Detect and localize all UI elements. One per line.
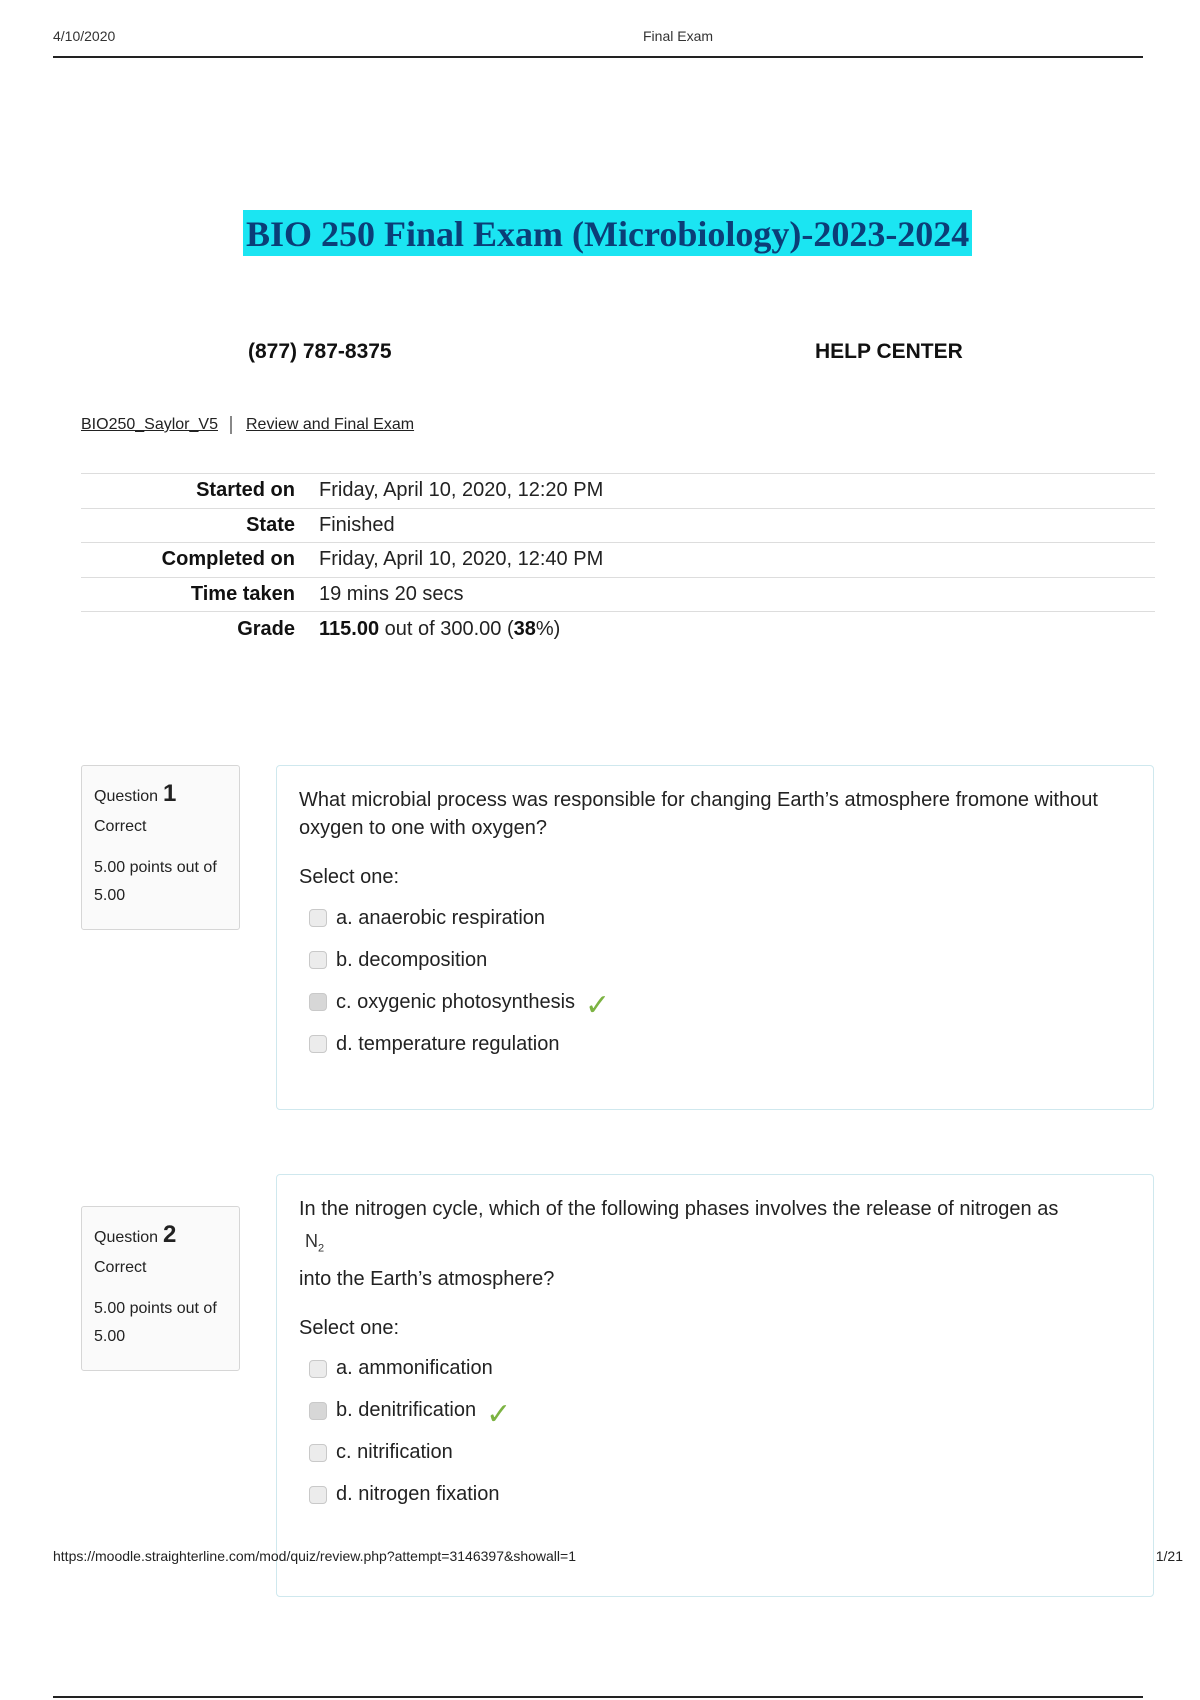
radio-button-selected[interactable] bbox=[309, 1402, 327, 1420]
phone-number[interactable]: (877) 787-8375 bbox=[248, 340, 392, 363]
answer-option[interactable] bbox=[299, 981, 1131, 1023]
grade-percent: 38 bbox=[513, 617, 536, 640]
question-2-answers bbox=[299, 1348, 1131, 1516]
print-title: Final Exam bbox=[643, 28, 714, 44]
started-label: Started on bbox=[196, 479, 295, 502]
summary-row-completed bbox=[81, 543, 1155, 578]
question-number: 2 bbox=[163, 1221, 177, 1248]
grade-out-of: out of 300.00 ( bbox=[384, 617, 514, 640]
answer-label: a. ammonification bbox=[336, 1357, 493, 1380]
question-1-mark: 5.00 points out of 5.00 bbox=[94, 859, 217, 904]
print-date: 4/10/2020 bbox=[53, 28, 116, 44]
answer-option[interactable] bbox=[299, 897, 1131, 939]
radio-button[interactable] bbox=[309, 1035, 327, 1053]
formula-subscript: 2 bbox=[318, 1242, 325, 1255]
question-2-formula bbox=[299, 1231, 1131, 1255]
summary-row-started bbox=[81, 474, 1155, 509]
radio-button[interactable] bbox=[309, 1444, 327, 1462]
question-2-mark: 5.00 points out of 5.00 bbox=[94, 1300, 217, 1345]
summary-row-time bbox=[81, 578, 1155, 613]
question-2-number bbox=[94, 1221, 239, 1249]
summary-row-state bbox=[81, 509, 1155, 544]
completed-value: Friday, April 10, 2020, 12:40 PM bbox=[319, 548, 604, 571]
question-2-select-label: Select one: bbox=[299, 1316, 400, 1339]
answer-label: b. denitrification bbox=[336, 1399, 477, 1422]
print-header bbox=[53, 28, 1143, 58]
summary-row-grade bbox=[81, 612, 1155, 647]
question-number: 1 bbox=[163, 780, 177, 807]
check-icon: ✓ bbox=[585, 989, 611, 1022]
started-value: Friday, April 10, 2020, 12:20 PM bbox=[319, 479, 604, 502]
question-1-select-label: Select one: bbox=[299, 866, 400, 888]
time-value: 19 mins 20 secs bbox=[319, 582, 464, 605]
answer-option[interactable] bbox=[299, 1390, 1131, 1432]
attempt-summary-table bbox=[81, 473, 1155, 647]
answer-label: c. nitrification bbox=[336, 1441, 453, 1464]
state-label: State bbox=[246, 513, 295, 536]
radio-button-selected[interactable] bbox=[309, 993, 327, 1011]
check-icon: ✓ bbox=[486, 1397, 512, 1431]
breadcrumb bbox=[81, 416, 414, 434]
grade-percent-sign: %) bbox=[535, 617, 561, 640]
answer-label: c. oxygenic photosynthesis bbox=[336, 990, 576, 1013]
radio-button[interactable] bbox=[309, 951, 327, 969]
answer-label: b. decomposition bbox=[336, 948, 488, 971]
help-center-link[interactable]: HELP CENTER bbox=[815, 340, 963, 363]
answer-label: d. temperature regulation bbox=[336, 1032, 560, 1055]
question-2-info bbox=[81, 1206, 240, 1371]
question-1-info bbox=[81, 765, 240, 930]
answer-option[interactable] bbox=[299, 1348, 1131, 1390]
question-2-state: Correct bbox=[94, 1259, 147, 1276]
question-label: Question bbox=[94, 788, 159, 805]
exam-title: BIO 250 Final Exam (Microbiology)-2023-2024 bbox=[243, 210, 972, 256]
question-1-answers bbox=[299, 897, 1131, 1065]
breadcrumb-section-link[interactable]: Review and Final Exam bbox=[245, 416, 415, 433]
question-2-text-cont: into the Earth’s atmosphere? bbox=[299, 1267, 555, 1290]
answer-option[interactable] bbox=[299, 1023, 1131, 1065]
formula-symbol: N bbox=[305, 1231, 318, 1251]
breadcrumb-course-link[interactable]: BIO250_Saylor_V5 bbox=[81, 416, 218, 433]
question-1-number bbox=[94, 780, 239, 808]
footer-page-number: 1/21 bbox=[1155, 1548, 1183, 1564]
time-label: Time taken bbox=[190, 582, 295, 605]
grade-score: 115.00 bbox=[319, 617, 380, 640]
question-1-content bbox=[276, 765, 1154, 1110]
radio-button[interactable] bbox=[309, 1486, 327, 1504]
question-1-state: Correct bbox=[94, 818, 147, 835]
question-2-text: In the nitrogen cycle, which of the following phases involves the release of nitrogen as bbox=[299, 1198, 1059, 1220]
question-2-content bbox=[276, 1174, 1154, 1597]
state-value: Finished bbox=[319, 513, 395, 536]
radio-button[interactable] bbox=[309, 1360, 327, 1378]
answer-option[interactable] bbox=[299, 1432, 1131, 1474]
grade-label: Grade bbox=[237, 617, 295, 640]
answer-label: a. anaerobic respiration bbox=[336, 906, 546, 929]
answer-label: d. nitrogen fixation bbox=[336, 1483, 500, 1506]
bottom-divider bbox=[53, 1696, 1143, 1698]
answer-option[interactable] bbox=[299, 1474, 1131, 1516]
breadcrumb-separator bbox=[230, 416, 232, 434]
footer-url: https://moodle.straighterline.com/mod/quiz/review.php?attempt=3146397&showall=1 bbox=[53, 1548, 576, 1564]
question-1-text: What microbial process was responsible for changing Earth’s atmosphere fromone without oxygen to one with oxygen? bbox=[299, 789, 1098, 839]
answer-option[interactable] bbox=[299, 939, 1131, 981]
radio-button[interactable] bbox=[309, 909, 327, 927]
question-label: Question bbox=[94, 1229, 159, 1246]
completed-label: Completed on bbox=[161, 548, 295, 571]
grade-value bbox=[295, 618, 560, 641]
